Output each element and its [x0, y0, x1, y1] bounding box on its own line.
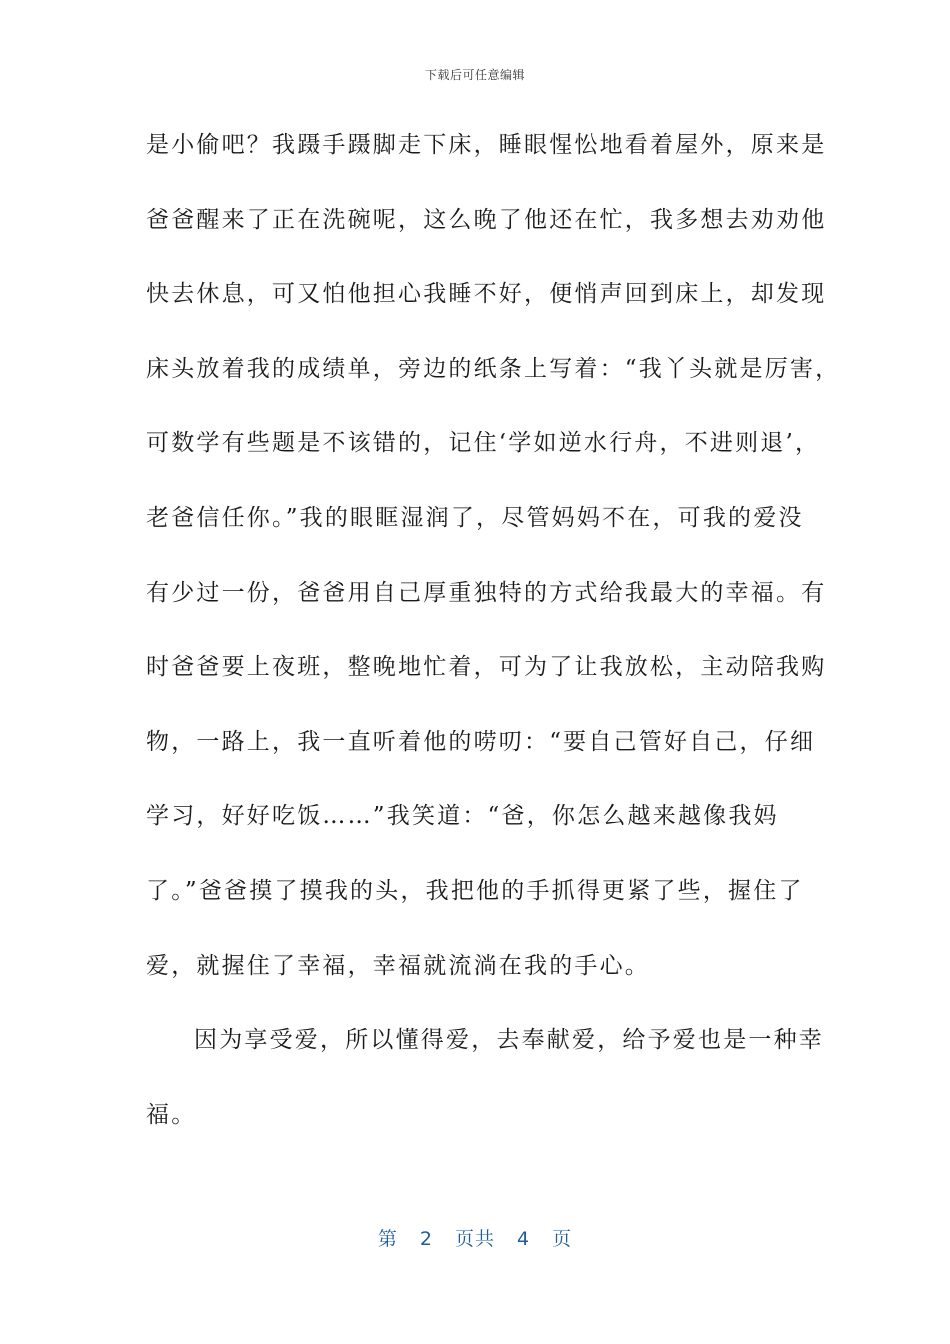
- text-line: 物，一路上，我一直听着他的唠叨：“要自己管好自己，仔细: [146, 728, 816, 755]
- footer-suffix: 页: [552, 1228, 573, 1250]
- text-line: 爸爸醒来了正在洗碗呢，这么晚了他还在忙，我多想去劝劝他: [146, 206, 827, 233]
- current-page-number: 2: [419, 1228, 433, 1250]
- text-line: 因为享受爱，所以懂得爱，去奉献爱，给予爱也是一种幸: [194, 1027, 824, 1054]
- text-line: 时爸爸要上夜班，整晚地忙着，可为了让我放松，主动陪我购: [146, 654, 827, 681]
- text-line: 可数学有些题是不该错的，记住‘学如逆水行舟，不进则退’，: [146, 430, 821, 457]
- text-line: 了。”爸爸摸了摸我的头，我把他的手抓得更紧了些，握住了: [146, 877, 804, 904]
- page-header: 下载后可任意编辑: [424, 68, 525, 82]
- document-body: [146, 108, 841, 1152]
- text-line: 爱，就握住了幸福，幸福就流淌在我的手心。: [146, 952, 650, 979]
- text-line: 是小偷吧？我蹑手蹑脚走下床，睡眼惺忪地看着屋外，原来是: [146, 132, 827, 158]
- footer-prefix: 第: [377, 1228, 398, 1250]
- text-line: 学习，好好吃饭……”我笑道：“爸，你怎么越来越像我妈: [146, 803, 779, 830]
- text-line: 快去休息，可又怕他担心我睡不好，便悄声回到床上，却发现: [146, 281, 827, 308]
- page-footer: [0, 1224, 950, 1251]
- footer-middle: 页共: [454, 1228, 495, 1250]
- text-line: 有少过一份，爸爸用自己厚重独特的方式给我最大的幸福。有: [146, 579, 827, 606]
- text-line: 福。: [146, 1101, 197, 1128]
- total-pages-number: 4: [517, 1228, 531, 1250]
- text-line: 床头放着我的成绩单，旁边的纸条上写着：“我丫头就是厉害，: [146, 355, 841, 382]
- text-line: 老爸信任你。”我的眼眶湿润了，尽管妈妈不在，可我的爱没: [146, 504, 804, 531]
